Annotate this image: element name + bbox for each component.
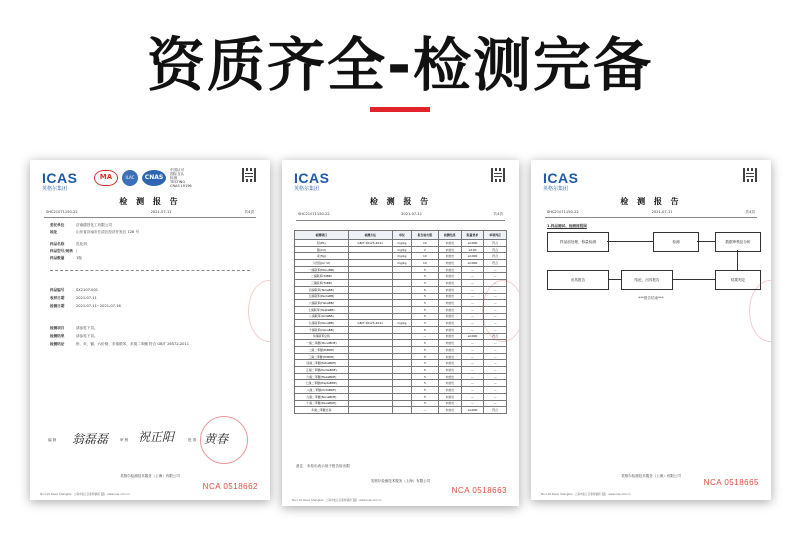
table-row — [295, 367, 507, 374]
table-cell: 未检出 — [438, 266, 461, 273]
qr-code-icon — [743, 168, 757, 182]
flow-step: 检测 — [653, 232, 699, 252]
table-row — [295, 253, 507, 260]
table-cell: 六价铬(Cr VI) — [295, 260, 349, 267]
table-cell — [392, 326, 411, 333]
table-cell: — — [484, 313, 507, 320]
table-row — [295, 387, 507, 394]
table-cell: — — [461, 393, 484, 400]
table-cell: — — [461, 373, 484, 380]
table-cell: — — [461, 280, 484, 287]
table-cell — [348, 373, 392, 380]
report-meta: SHC21071150-22 2021-07-11 共4页 — [298, 212, 503, 216]
table-header-cell: 单项判定 — [484, 231, 507, 240]
table-cell: — — [461, 340, 484, 347]
icas-logo: ICAS 英格尔集团 — [294, 170, 330, 192]
table-row — [295, 400, 507, 407]
table-cell: 未检出 — [438, 373, 461, 380]
table-cell: — — [484, 380, 507, 387]
icas-logo: ICAS 英格尔集团 — [42, 170, 78, 192]
signature-reviewer: 祝正阳 — [138, 430, 175, 444]
table-cell: 5 — [411, 300, 438, 307]
table-cell — [348, 293, 392, 300]
table-cell: 一溴联苯(MonoBB) — [295, 266, 349, 273]
table-note: 备注：未检出表示低于报告检出限 — [296, 464, 350, 468]
table-cell — [348, 313, 392, 320]
field-row: 检测结果 请参见下页。 — [50, 334, 98, 338]
table-row — [295, 380, 507, 387]
table-cell: — — [484, 320, 507, 327]
table-cell: 符合 — [484, 407, 507, 414]
table-cell: GB/T 26125-2011 — [348, 320, 392, 327]
table-header-cell: 限量要求 — [461, 231, 484, 240]
table-cell: 未检出 — [438, 400, 461, 407]
table-cell — [348, 347, 392, 354]
table-cell — [392, 306, 411, 313]
table-cell: 未检出 — [438, 353, 461, 360]
lab-name: 英格尔检测技术服务（上海）有限公司 — [120, 474, 180, 478]
table-cell: 符合 — [484, 246, 507, 253]
official-seal — [200, 416, 248, 464]
table-cell — [392, 360, 411, 367]
table-cell: ≤1000 — [461, 253, 484, 260]
table-cell: 5 — [411, 387, 438, 394]
signature-approver: 黄春 — [204, 432, 229, 446]
lab-address: No.1-01 Road, Shanghai · 上海市松江区新桥镇新飞路 · www.icas.com.cn — [541, 493, 631, 496]
table-cell: 10 — [411, 253, 438, 260]
table-row — [295, 320, 507, 327]
table-cell — [392, 367, 411, 374]
results-table — [294, 230, 507, 414]
table-cell: 未检出 — [438, 347, 461, 354]
table-cell: mg/kg — [392, 260, 411, 267]
field-row: 样品名称 乳化剂 — [50, 242, 87, 246]
table-cell: 未检出 — [438, 393, 461, 400]
table-cell: — — [484, 360, 507, 367]
table-cell: 六溴联苯(HexaBB) — [295, 300, 349, 307]
table-cell: — — [484, 286, 507, 293]
table-cell: — — [411, 407, 438, 414]
table-cell: 5 — [411, 340, 438, 347]
table-cell: — — [484, 393, 507, 400]
table-cell: 未检出 — [438, 246, 461, 253]
table-cell: — — [484, 280, 507, 287]
table-cell — [392, 407, 411, 414]
table-cell: 五溴联苯(PentaBB) — [295, 293, 349, 300]
table-cell: 六溴二苯醚(HexaBDE) — [295, 373, 349, 380]
field-row: 地址 山东省济南市长清区经济开发区 128 号 — [50, 230, 140, 234]
table-header-cell: 检测方法 — [348, 231, 392, 240]
ilac-mark-icon: ILAC — [122, 170, 138, 186]
report-page-results — [282, 160, 519, 506]
table-cell — [392, 280, 411, 287]
table-cell — [348, 273, 392, 280]
table-cell: — — [484, 400, 507, 407]
flow-step: 数据审核及分析 — [715, 232, 761, 252]
table-cell: — — [461, 360, 484, 367]
table-row — [295, 373, 507, 380]
table-cell — [392, 333, 411, 340]
stamp-number: NCA 0518665 — [703, 478, 759, 487]
table-cell: 符合 — [484, 333, 507, 340]
signer-label: 编 制 — [48, 438, 57, 442]
table-cell: 未检出 — [438, 273, 461, 280]
table-cell: — — [484, 347, 507, 354]
table-cell: — — [484, 340, 507, 347]
table-cell — [348, 246, 392, 253]
table-cell: 5 — [411, 306, 438, 313]
table-cell — [348, 306, 392, 313]
table-cell: 5 — [411, 313, 438, 320]
table-cell: 八溴联苯(OctaBB) — [295, 313, 349, 320]
field-row: 样品编号 SX2107-001 — [50, 288, 99, 292]
table-cell: 2 — [411, 246, 438, 253]
table-row — [295, 407, 507, 414]
table-cell: ≤1000 — [461, 407, 484, 414]
table-cell — [392, 273, 411, 280]
report-meta: SHC21071150-22 2021-07-11 共4页 — [46, 210, 254, 214]
qr-code-icon — [491, 168, 505, 182]
table-cell: 四溴联苯(TetraBB) — [295, 286, 349, 293]
table-row — [295, 273, 507, 280]
table-cell: 未检出 — [438, 387, 461, 394]
table-cell: ≤1000 — [461, 260, 484, 267]
table-cell: 三溴联苯(TriBB) — [295, 280, 349, 287]
table-cell — [392, 313, 411, 320]
table-cell: 5 — [411, 266, 438, 273]
table-cell: 未检出 — [438, 260, 461, 267]
table-cell — [392, 266, 411, 273]
table-cell: 未检出 — [438, 380, 461, 387]
table-cell: ≤1000 — [461, 240, 484, 247]
table-cell — [348, 407, 392, 414]
flow-step: 结论，出具报告 — [621, 270, 673, 290]
table-row — [295, 353, 507, 360]
table-cell — [392, 340, 411, 347]
table-cell: — — [461, 367, 484, 374]
table-cell: 未检出 — [438, 407, 461, 414]
table-cell: — — [484, 367, 507, 374]
signer-label: 审 核 — [120, 438, 129, 442]
table-cell: 未检出 — [438, 240, 461, 247]
table-cell: mg/kg — [392, 253, 411, 260]
table-row — [295, 333, 507, 340]
table-cell: 未检出 — [438, 333, 461, 340]
icas-logo: ICAS 英格尔集团 — [543, 170, 579, 192]
table-row — [295, 286, 507, 293]
table-cell: — — [461, 353, 484, 360]
lab-name: 英格尔检测技术服务（上海）有限公司 — [621, 474, 681, 478]
table-cell: — — [461, 300, 484, 307]
table-cell: 未检出 — [438, 280, 461, 287]
table-cell: 5 — [411, 286, 438, 293]
flow-step: 出具报告 — [547, 270, 609, 290]
table-cell: 5 — [411, 347, 438, 354]
field-row: 收样日期 2021-07-11 — [50, 296, 97, 300]
table-cell: 未检出 — [438, 326, 461, 333]
table-row — [295, 340, 507, 347]
table-cell: 5 — [411, 353, 438, 360]
lab-address: No.1-01 Road, Shanghai · 上海市松江区新桥镇新飞路 · www.icas.com.cn — [40, 493, 130, 496]
report-end-note: ***报告结束*** — [638, 296, 664, 300]
table-cell: 八溴二苯醚(OctaBDE) — [295, 387, 349, 394]
table-row — [295, 260, 507, 267]
table-cell: — — [461, 320, 484, 327]
cma-mark: MA — [94, 170, 118, 186]
table-cell — [348, 393, 392, 400]
table-row — [295, 266, 507, 273]
table-cell: 未检出 — [438, 320, 461, 327]
table-cell: 5 — [411, 280, 438, 287]
table-cell: 5 — [411, 326, 438, 333]
report-page-flowchart — [531, 160, 771, 500]
table-cell: 镉(Cd) — [295, 246, 349, 253]
table-cell: 多溴二苯醚总和 — [295, 407, 349, 414]
table-cell: 未检出 — [438, 293, 461, 300]
report-page-cover — [30, 160, 270, 500]
table-cell: 未检出 — [438, 300, 461, 307]
table-header-cell: 单位 — [392, 231, 411, 240]
flow-step: 结果判定 — [715, 270, 761, 290]
table-cell: ≤1000 — [461, 333, 484, 340]
table-cell: 二溴二苯醚(DiBDE) — [295, 347, 349, 354]
table-header-cell: 检测结果 — [438, 231, 461, 240]
table-cell — [348, 353, 392, 360]
table-cell — [348, 266, 392, 273]
table-cell — [392, 373, 411, 380]
table-cell: — — [484, 293, 507, 300]
cnas-cert-text: 中国认可 国际互认 检测 TESTING CNAS L9196 — [170, 168, 192, 188]
table-cell: 符合 — [484, 253, 507, 260]
table-cell: 5 — [411, 380, 438, 387]
table-cell: — — [461, 266, 484, 273]
field-row: 样品数量 1瓶 — [50, 256, 82, 260]
table-cell — [392, 347, 411, 354]
table-cell — [392, 286, 411, 293]
section-title: 1.样品测试、检测流程图 — [547, 224, 587, 228]
table-cell — [348, 400, 392, 407]
table-row — [295, 360, 507, 367]
table-cell: 一溴二苯醚(MonoBDE) — [295, 340, 349, 347]
table-cell: — — [484, 353, 507, 360]
table-cell — [392, 300, 411, 307]
table-cell: 5 — [411, 373, 438, 380]
signature-compiler: 翁磊磊 — [72, 432, 109, 446]
table-cell: — — [484, 266, 507, 273]
table-cell: 四溴二苯醚(TetraBDE) — [295, 360, 349, 367]
table-cell: — — [484, 326, 507, 333]
table-cell — [392, 387, 411, 394]
qr-code-icon — [242, 168, 256, 182]
cnas-mark: CNAS — [142, 170, 166, 186]
table-cell: 未检出 — [438, 340, 461, 347]
table-cell: 十溴联苯(DecaBB) — [295, 326, 349, 333]
table-cell: 三溴二苯醚(TriBDE) — [295, 353, 349, 360]
table-cell: mg/kg — [392, 246, 411, 253]
table-cell: 七溴联苯(HeptaBB) — [295, 306, 349, 313]
table-cell — [392, 293, 411, 300]
table-cell: — — [461, 273, 484, 280]
report-title: 检 测 报 告 — [119, 197, 181, 206]
lab-address: No.1-01 Road, Shanghai · 上海市松江区新桥镇新飞路 · www.icas.com.cn — [292, 499, 382, 502]
report-title: 检 测 报 告 — [620, 197, 682, 206]
table-cell: mg/kg — [392, 240, 411, 247]
table-cell: 5 — [411, 293, 438, 300]
table-cell: 符合 — [484, 260, 507, 267]
table-cell: 五溴二苯醚(PentaBDE) — [295, 367, 349, 374]
table-cell: 5 — [411, 320, 438, 327]
table-cell: — — [461, 286, 484, 293]
stamp-number: NCA 0518662 — [202, 482, 258, 491]
table-cell: 未检出 — [438, 286, 461, 293]
lab-name: 英格尔检测技术服务（上海）有限公司 — [370, 479, 431, 483]
table-cell: — — [484, 387, 507, 394]
stamp-number: NCA 0518663 — [451, 486, 507, 495]
table-cell: GB/T 26125-2011 — [348, 240, 392, 247]
table-cell — [392, 380, 411, 387]
table-cell: 符合 — [484, 240, 507, 247]
accreditation-marks — [94, 168, 192, 188]
table-row — [295, 280, 507, 287]
table-cell: — — [461, 293, 484, 300]
signer-label: 批 准 — [188, 438, 197, 442]
table-cell: 5 — [411, 367, 438, 374]
table-cell: 九溴二苯醚(NonaBDE) — [295, 393, 349, 400]
table-cell: 七溴二苯醚(HeptaBDE) — [295, 380, 349, 387]
table-cell: 未检出 — [438, 367, 461, 374]
table-row — [295, 313, 507, 320]
table-cell: — — [484, 373, 507, 380]
table-cell: 十溴二苯醚(DecaBDE) — [295, 400, 349, 407]
table-cell — [348, 380, 392, 387]
table-cell — [348, 360, 392, 367]
table-cell — [348, 387, 392, 394]
field-row: 检测结论 铅、汞、镉、六价铬、多溴联苯、多溴二苯醚 符合 GB/T 26572-2011 — [50, 342, 190, 346]
table-cell: 5 — [411, 400, 438, 407]
table-row — [295, 246, 507, 253]
table-cell: 未检出 — [438, 360, 461, 367]
table-cell: 二溴联苯(DiBB) — [295, 273, 349, 280]
table-cell — [348, 340, 392, 347]
side-seal — [482, 280, 519, 342]
table-row — [295, 300, 507, 307]
table-cell: — — [461, 400, 484, 407]
table-cell: 九溴联苯(NonaBB) — [295, 320, 349, 327]
table-cell: 多溴联苯总和 — [295, 333, 349, 340]
table-cell — [348, 300, 392, 307]
table-cell: 未检出 — [438, 313, 461, 320]
table-row — [295, 393, 507, 400]
table-cell: 未检出 — [438, 253, 461, 260]
table-cell — [348, 367, 392, 374]
accent-bar — [370, 107, 430, 112]
table-cell: 未检出 — [438, 306, 461, 313]
table-cell — [348, 260, 392, 267]
table-cell: — — [461, 387, 484, 394]
table-cell: 5 — [411, 360, 438, 367]
table-cell: — — [411, 333, 438, 340]
table-cell: 10 — [411, 240, 438, 247]
table-cell: — — [461, 306, 484, 313]
table-header-cell: 报告检出限 — [411, 231, 438, 240]
table-header-cell: 检测项目 — [295, 231, 349, 240]
table-cell: — — [484, 273, 507, 280]
table-row — [295, 347, 507, 354]
table-cell — [348, 333, 392, 340]
table-cell: ≤100 — [461, 246, 484, 253]
table-cell: — — [461, 313, 484, 320]
page-headline: 资质齐全-检测完备 — [146, 31, 654, 99]
field-row: 检测日期 2021-07-11~2021-07-16 — [50, 304, 121, 308]
field-row: 样品型号/规格 / — [50, 249, 78, 253]
report-meta: SHC21071150-22 2021-07-11 共4页 — [547, 210, 755, 214]
table-cell — [348, 286, 392, 293]
table-cell: — — [461, 347, 484, 354]
side-seal — [248, 280, 270, 342]
table-row — [295, 293, 507, 300]
table-row — [295, 326, 507, 333]
table-cell: — — [461, 326, 484, 333]
table-cell — [392, 393, 411, 400]
report-title: 检 测 报 告 — [369, 197, 432, 206]
table-cell: 5 — [411, 393, 438, 400]
table-cell: — — [484, 306, 507, 313]
table-cell: 10 — [411, 260, 438, 267]
table-cell — [348, 280, 392, 287]
table-cell — [392, 353, 411, 360]
table-cell: — — [461, 380, 484, 387]
table-row — [295, 306, 507, 313]
table-cell: 汞(Hg) — [295, 253, 349, 260]
table-cell: mg/kg — [392, 320, 411, 327]
field-row: 委托单位 济南德昌化工有限公司 — [50, 223, 112, 227]
table-cell — [392, 400, 411, 407]
table-cell — [348, 253, 392, 260]
table-row — [295, 240, 507, 247]
table-cell: 铅(Pb) — [295, 240, 349, 247]
table-cell — [348, 326, 392, 333]
table-cell: 5 — [411, 273, 438, 280]
flow-step: 样品前处理、称量检测 — [547, 232, 609, 252]
table-cell: — — [484, 300, 507, 307]
field-row: 检测项目 请参见下页。 — [50, 326, 98, 330]
